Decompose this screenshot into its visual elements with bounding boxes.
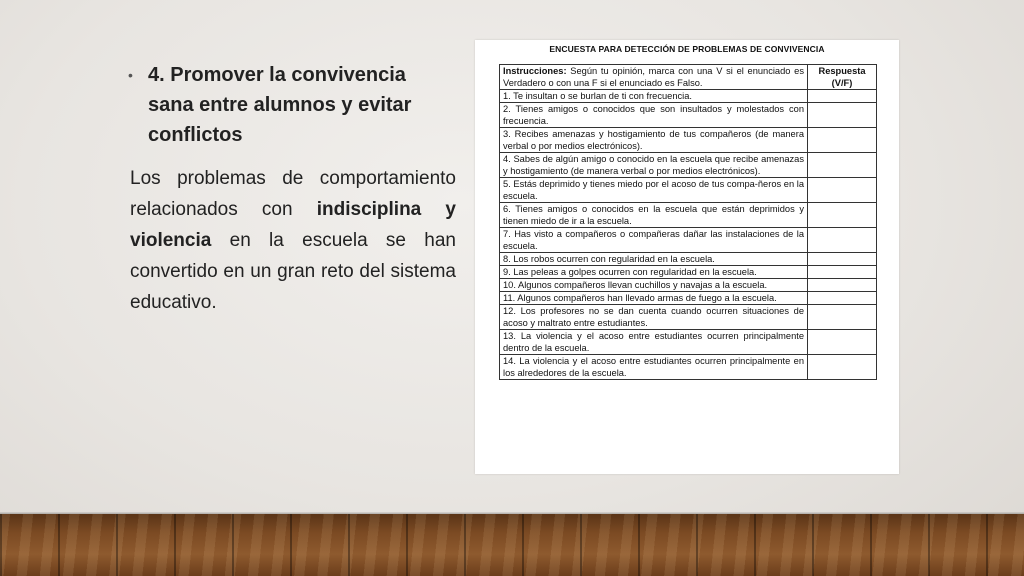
table-row xyxy=(500,279,877,292)
question-cell: 13. La violencia y el acoso entre estudiantes ocurren principalmente dentro de la escuela. xyxy=(500,330,808,355)
question-cell: 9. Las peleas a golpes ocurren con regularidad en la escuela. xyxy=(500,266,808,279)
table-row xyxy=(500,330,877,355)
answer-cell xyxy=(808,153,877,178)
body-paragraph xyxy=(130,163,456,318)
answer-cell xyxy=(808,128,877,153)
answer-cell xyxy=(808,355,877,380)
answer-cell xyxy=(808,253,877,266)
instructions-cell xyxy=(500,65,808,90)
answer-cell xyxy=(808,279,877,292)
table-row xyxy=(500,203,877,228)
bullet-heading: 4. Promover la convivencia sana entre alumnos y evitar conflictos xyxy=(148,64,412,146)
table-row xyxy=(500,228,877,253)
question-cell: 8. Los robos ocurren con regularidad en la escuela. xyxy=(500,253,808,266)
instructions-label: Instrucciones: xyxy=(503,66,567,76)
question-cell: 6. Tienes amigos o conocidos en la escuela que están deprimidos y tienen miedo de ir a la escuela. xyxy=(500,203,808,228)
wood-floor xyxy=(0,514,1024,576)
answer-cell xyxy=(808,90,877,103)
survey-header-row xyxy=(500,65,877,90)
answer-cell xyxy=(808,292,877,305)
paragraph-text-1: Los problemas de comportamiento relacionados con xyxy=(130,168,456,220)
bullet-marker: • xyxy=(128,67,133,83)
table-row xyxy=(500,128,877,153)
question-cell: 7. Has visto a compañeros o compañeras dañar las instalaciones de la escuela. xyxy=(500,228,808,253)
question-cell: 12. Los profesores no se dan cuenta cuando ocurren situaciones de acoso y maltrato entre estudiantes. xyxy=(500,305,808,330)
instructions-text: Según tu opinión, marca con una V si el enunciado es Verdadero o con una F si el enunciado es Falso. xyxy=(503,66,804,88)
question-cell: 11. Algunos compañeros han llevado armas de fuego a la escuela. xyxy=(500,292,808,305)
question-cell: 1. Te insultan o se burlan de ti con frecuencia. xyxy=(500,90,808,103)
answer-cell xyxy=(808,103,877,128)
table-row xyxy=(500,266,877,279)
survey-title: ENCUESTA PARA DETECCIÓN DE PROBLEMAS DE CONVIVENCIA xyxy=(549,44,825,54)
table-row xyxy=(500,90,877,103)
table-row xyxy=(500,292,877,305)
paragraph-text-2: en la escuela se han convertido en un gran reto del sistema educativo. xyxy=(130,230,456,313)
answer-cell xyxy=(808,266,877,279)
answer-cell xyxy=(808,178,877,203)
answer-cell xyxy=(808,330,877,355)
table-row xyxy=(500,153,877,178)
answer-header: Respuesta (V/F) xyxy=(808,65,877,90)
question-cell: 10. Algunos compañeros llevan cuchillos y navajas a la escuela. xyxy=(500,279,808,292)
paragraph-bold-text: indisciplina y violencia xyxy=(130,199,456,251)
table-row xyxy=(500,355,877,380)
bullet-block xyxy=(128,60,458,150)
question-cell: 4. Sabes de algún amigo o conocido en la escuela que recibe amenazas y hostigamiento (de manera verbal o por medios electrónicos). xyxy=(500,153,808,178)
survey-image xyxy=(475,40,899,474)
table-row xyxy=(500,305,877,330)
answer-cell xyxy=(808,305,877,330)
table-row xyxy=(500,103,877,128)
question-cell: 14. La violencia y el acoso entre estudiantes ocurren principalmente en los alrededores de la escuela. xyxy=(500,355,808,380)
table-row xyxy=(500,178,877,203)
question-cell: 3. Recibes amenazas y hostigamiento de tus compañeros (de manera verbal o por medios electrónicos). xyxy=(500,128,808,153)
answer-cell xyxy=(808,228,877,253)
table-row xyxy=(500,253,877,266)
question-cell: 2. Tienes amigos o conocidos que son insultados y molestados con frecuencia. xyxy=(500,103,808,128)
bullet-item xyxy=(128,60,458,150)
question-cell: 5. Estás deprimido y tienes miedo por el acoso de tus compa-ñeros en la escuela. xyxy=(500,178,808,203)
survey-table xyxy=(499,64,877,380)
answer-cell xyxy=(808,203,877,228)
